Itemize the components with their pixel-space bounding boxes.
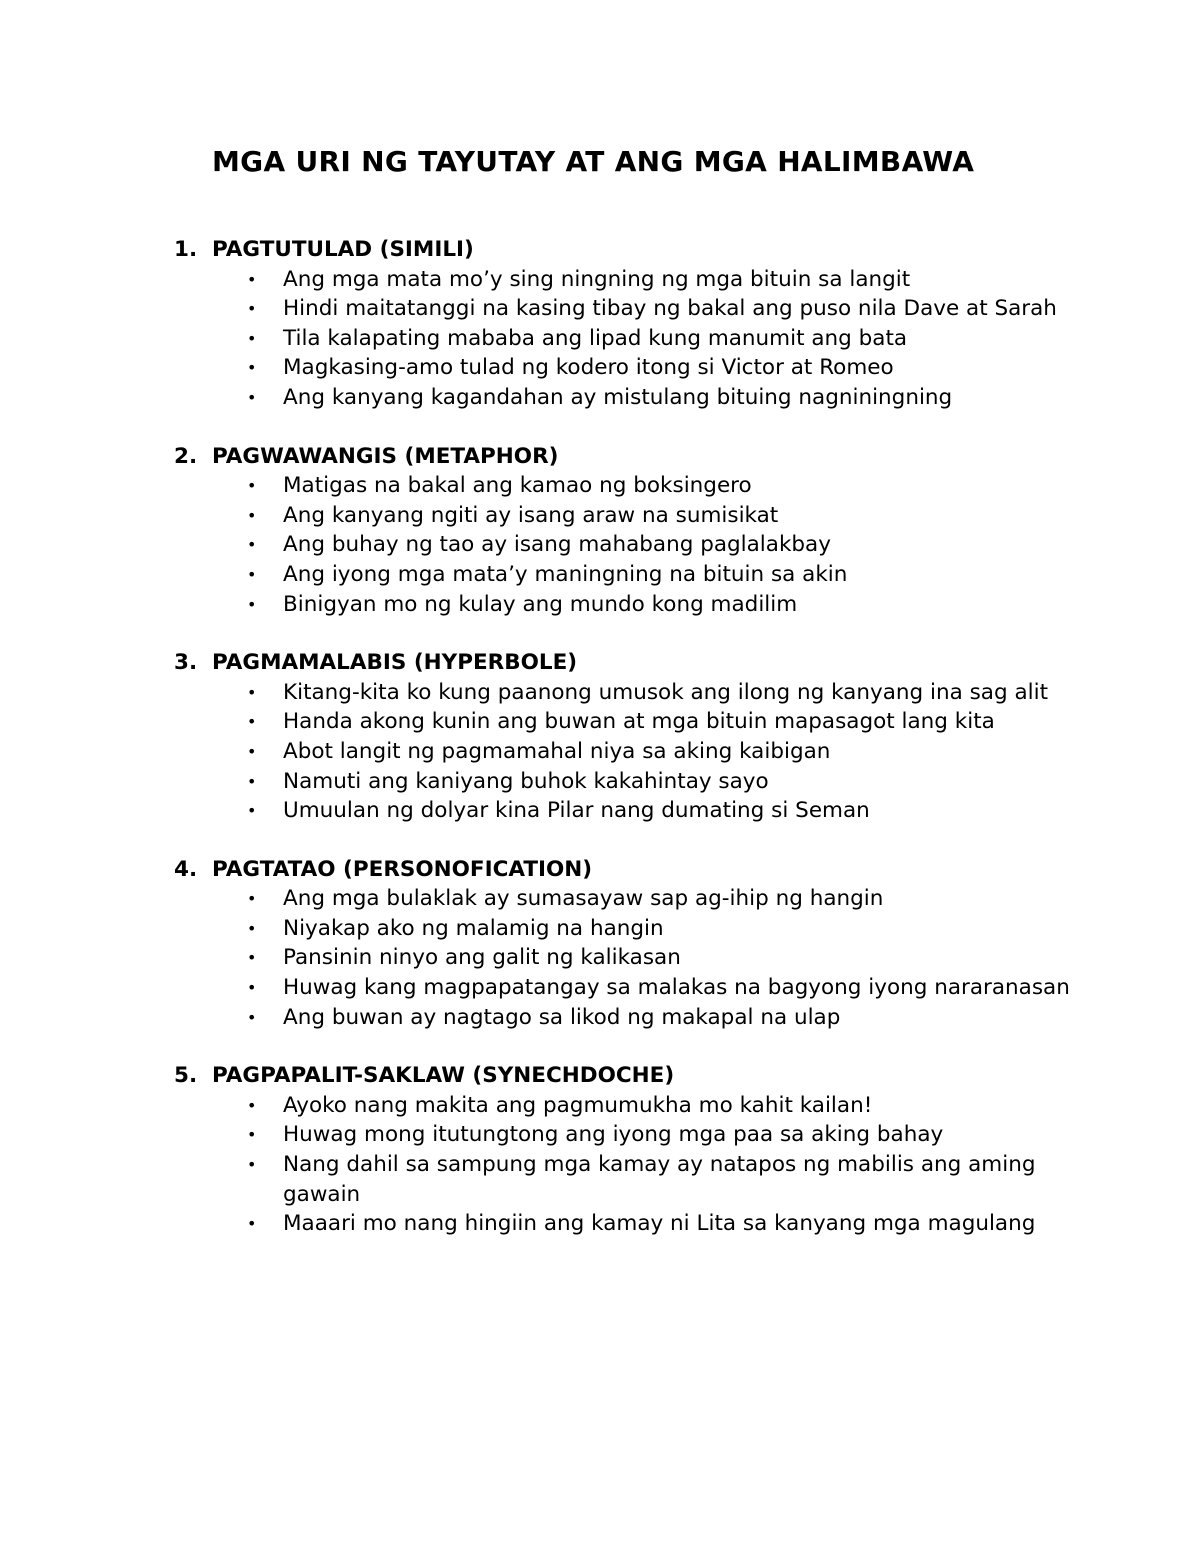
example-list bbox=[0, 471, 1200, 619]
list-item bbox=[0, 1209, 1200, 1239]
list-item bbox=[0, 767, 1200, 797]
list-item bbox=[0, 884, 1200, 914]
bullet-icon: • bbox=[247, 771, 257, 791]
list-item bbox=[0, 973, 1200, 1003]
section bbox=[0, 1061, 1200, 1239]
bullet-icon: • bbox=[247, 358, 257, 378]
list-item-text: Ang kanyang ngiti ay isang araw na sumisikat bbox=[283, 502, 779, 528]
bullet-icon: • bbox=[247, 1214, 257, 1234]
bullet-icon: • bbox=[247, 918, 257, 938]
bullet-icon: • bbox=[247, 387, 257, 407]
list-item-text: Ayoko nang makita ang pagmumukha mo kahit kailan! bbox=[283, 1092, 873, 1118]
list-item-text: Maaari mo nang hingiin ang kamay ni Lita sa kanyang mga magulang bbox=[283, 1211, 1036, 1237]
example-list bbox=[0, 1091, 1200, 1239]
bullet-icon: • bbox=[247, 1125, 257, 1145]
list-item-text: Umuulan ng dolyar kina Pilar nang dumating si Seman bbox=[283, 798, 870, 824]
example-list bbox=[0, 265, 1200, 413]
list-item-text: Huwag kang magpapatangay sa malakas na bagyong iyong nararanasan bbox=[283, 975, 1070, 1001]
bullet-icon: • bbox=[247, 1007, 257, 1027]
section-heading bbox=[0, 1061, 1200, 1091]
list-item-text: Handa akong kunin ang buwan at mga bituin mapasagot lang kita bbox=[283, 709, 995, 735]
list-item-text: Ang kanyang kagandahan ay mistulang bituing nagniningning bbox=[283, 384, 953, 410]
list-item-text: Kitang-kita ko kung paanong umusok ang ilong ng kanyang ina sag alit bbox=[283, 679, 1048, 705]
list-item bbox=[0, 1150, 1200, 1209]
bullet-icon: • bbox=[247, 564, 257, 584]
list-item-text: Matigas na bakal ang kamao ng boksingero bbox=[283, 473, 752, 499]
list-item bbox=[0, 353, 1200, 383]
bullet-icon: • bbox=[247, 269, 257, 289]
list-item-text: Namuti ang kaniyang buhok kakahintay sayo bbox=[283, 768, 769, 794]
list-item bbox=[0, 914, 1200, 944]
bullet-icon: • bbox=[247, 801, 257, 821]
list-item-text: Nang dahil sa sampung mga kamay ay natapos ng mabilis ang aming gawain bbox=[283, 1152, 1036, 1207]
list-item-text: Pansinin ninyo ang galit ng kalikasan bbox=[283, 945, 681, 971]
list-item bbox=[0, 943, 1200, 973]
section-heading bbox=[0, 235, 1200, 265]
bullet-icon: • bbox=[247, 682, 257, 702]
list-item-text: Magkasing-amo tulad ng kodero itong si Victor at Romeo bbox=[283, 355, 894, 381]
example-list bbox=[0, 678, 1200, 826]
section-heading bbox=[0, 648, 1200, 678]
bullet-icon: • bbox=[247, 948, 257, 968]
list-item bbox=[0, 265, 1200, 295]
bullet-icon: • bbox=[247, 741, 257, 761]
section bbox=[0, 648, 1200, 826]
list-item-text: Ang mga mata mo’y sing ningning ng mga bituin sa langit bbox=[283, 266, 911, 292]
section-heading bbox=[0, 442, 1200, 472]
list-item bbox=[0, 560, 1200, 590]
section-heading bbox=[0, 855, 1200, 885]
list-item-text: Ang buhay ng tao ay isang mahabang paglalakbay bbox=[283, 532, 831, 558]
bullet-icon: • bbox=[247, 978, 257, 998]
section-title: PAGPAPALIT-SAKLAW (SYNECHDOCHE) bbox=[212, 1063, 675, 1089]
list-item bbox=[0, 678, 1200, 708]
list-item bbox=[0, 501, 1200, 531]
list-item bbox=[0, 796, 1200, 826]
bullet-icon: • bbox=[247, 1095, 257, 1115]
section-number: 1. bbox=[174, 237, 198, 262]
list-item bbox=[0, 707, 1200, 737]
section-number: 3. bbox=[174, 650, 198, 676]
list-item-text: Niyakap ako ng malamig na hangin bbox=[283, 915, 664, 941]
bullet-icon: • bbox=[247, 712, 257, 732]
bullet-icon: • bbox=[247, 1155, 257, 1175]
section-title: PAGTATAO (PERSONOFICATION) bbox=[212, 856, 593, 882]
example-list bbox=[0, 884, 1200, 1032]
list-item-text: Ang iyong mga mata’y maningning na bituin sa akin bbox=[283, 561, 848, 587]
sections-list bbox=[0, 235, 1200, 1268]
list-item-text: Binigyan mo ng kulay ang mundo kong madilim bbox=[283, 591, 798, 617]
list-item bbox=[0, 1091, 1200, 1121]
list-item bbox=[0, 383, 1200, 413]
list-item-text: Ang buwan ay nagtago sa likod ng makapal na ulap bbox=[283, 1004, 841, 1030]
list-item bbox=[0, 1120, 1200, 1150]
bullet-icon: • bbox=[247, 535, 257, 555]
list-item bbox=[0, 737, 1200, 767]
list-item bbox=[0, 471, 1200, 501]
list-item-text: Ang mga bulaklak ay sumasayaw sap ag-ihip ng hangin bbox=[283, 886, 884, 912]
list-item-text: Tila kalapating mababa ang lipad kung manumit ang bata bbox=[283, 325, 908, 351]
bullet-icon: • bbox=[247, 299, 257, 319]
section bbox=[0, 235, 1200, 413]
list-item-text: Huwag mong itutungtong ang iyong mga paa sa aking bahay bbox=[283, 1122, 944, 1148]
section-title: PAGTUTULAD (SIMILI) bbox=[212, 237, 474, 262]
section-number: 2. bbox=[174, 443, 198, 469]
section-title: PAGMAMALABIS (HYPERBOLE) bbox=[212, 650, 578, 676]
bullet-icon: • bbox=[247, 505, 257, 525]
list-item bbox=[0, 530, 1200, 560]
section-title: PAGWAWANGIS (METAPHOR) bbox=[212, 443, 559, 469]
section bbox=[0, 442, 1200, 620]
section-number: 4. bbox=[174, 856, 198, 882]
list-item-text: Abot langit ng pagmamahal niya sa aking kaibigan bbox=[283, 738, 831, 764]
list-item bbox=[0, 1003, 1200, 1033]
document-title: MGA URI NG TAYUTAY AT ANG MGA HALIMBAWA bbox=[212, 145, 975, 178]
bullet-icon: • bbox=[247, 594, 257, 614]
bullet-icon: • bbox=[247, 889, 257, 909]
bullet-icon: • bbox=[247, 328, 257, 348]
list-item bbox=[0, 294, 1200, 324]
bullet-icon: • bbox=[247, 476, 257, 496]
list-item-text: Hindi maitatanggi na kasing tibay ng bakal ang puso nila Dave at Sarah bbox=[283, 296, 1057, 322]
list-item bbox=[0, 590, 1200, 620]
list-item bbox=[0, 324, 1200, 354]
section-number: 5. bbox=[174, 1063, 198, 1089]
section bbox=[0, 855, 1200, 1033]
